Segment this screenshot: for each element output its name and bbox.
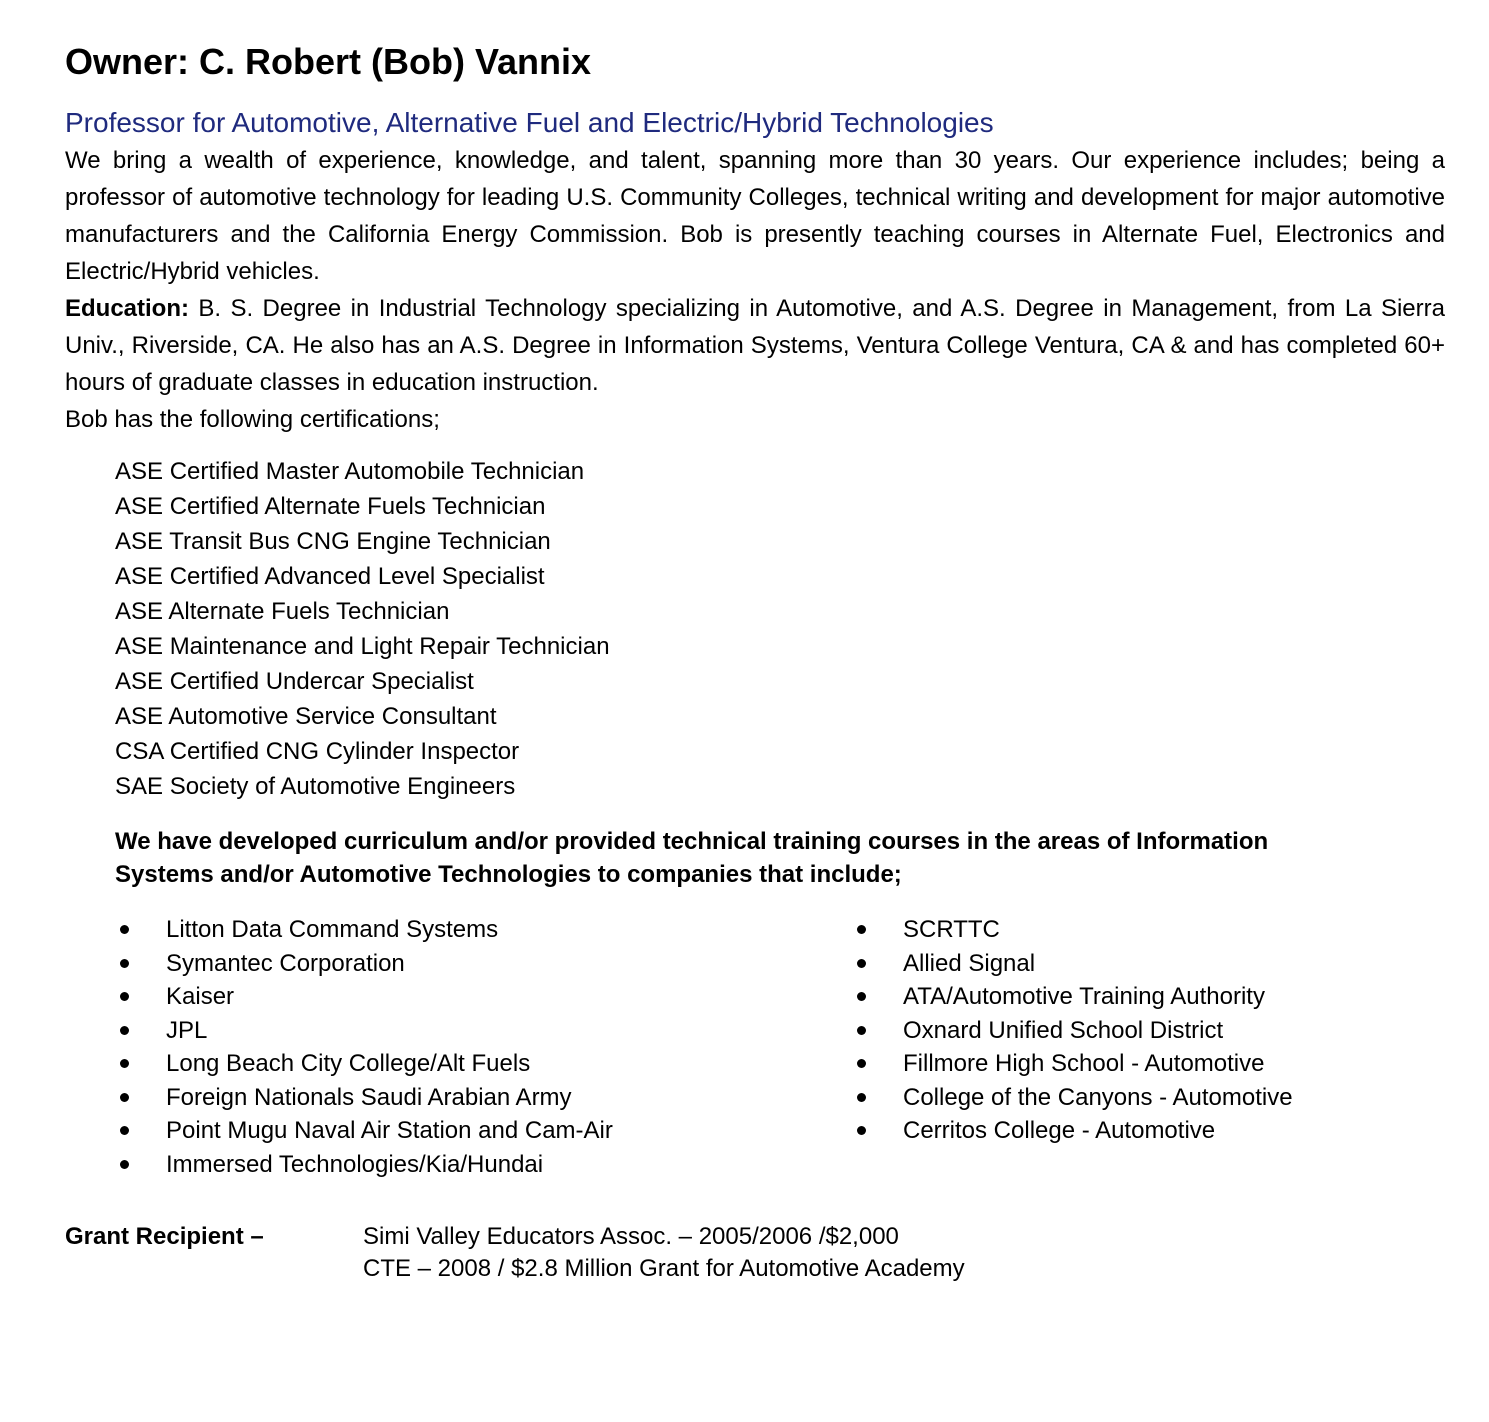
company-item — [120, 1014, 857, 1048]
bullet-icon — [120, 959, 129, 968]
certification-item: ASE Certified Master Automobile Technician — [115, 458, 585, 485]
companies-columns — [120, 913, 1445, 1181]
company-label: Oxnard Unified School District — [903, 1016, 1224, 1044]
company-item — [857, 913, 1445, 947]
company-item — [120, 1081, 857, 1115]
certification-item: SAE Society of Automotive Engineers — [115, 773, 516, 800]
company-item — [857, 1014, 1445, 1048]
intro-paragraph: We bring a wealth of experience, knowledge, and talent, spanning more than 30 years. Our experience includes; being a professor of automotive technology for leading U.S. Community Colleges, technical writing and development for major automotive manufacturers and the California Energy Commission. Bob is presently teaching courses in Alternate Fuel, Electronics and Electric/Hybrid vehicles. — [65, 147, 1445, 285]
grant-details — [363, 1221, 965, 1285]
company-label: Litton Data Command Systems — [166, 916, 499, 943]
company-item — [120, 1148, 857, 1182]
curriculum-statement: We have developed curriculum and/or provided technical training courses in the areas of Information Systems and/or Automotive Technologies to companies that include; — [115, 828, 1269, 888]
company-item — [857, 980, 1445, 1014]
certification-item: ASE Maintenance and Light Repair Technician — [115, 633, 610, 660]
company-label: College of the Canyons - Automotive — [903, 1083, 1293, 1111]
company-item — [120, 1047, 857, 1081]
company-label: Point Mugu Naval Air Station and Cam-Air — [166, 1117, 613, 1144]
education-paragraph — [65, 290, 1445, 401]
certification-item: ASE Certified Alternate Fuels Technician — [115, 493, 546, 520]
bullet-icon — [857, 925, 866, 934]
certification-item: ASE Automotive Service Consultant — [115, 703, 497, 730]
company-label: Immersed Technologies/Kia/Hundai — [166, 1150, 544, 1178]
company-item — [120, 1114, 857, 1148]
bullet-icon — [120, 992, 129, 1001]
bullet-icon — [857, 992, 866, 1001]
bullet-icon — [857, 1059, 866, 1068]
grant-line: CTE – 2008 / $2.8 Million Grant for Automotive Academy — [363, 1255, 965, 1282]
bullet-icon — [120, 1093, 129, 1102]
bullet-icon — [857, 1093, 866, 1102]
company-item — [120, 947, 857, 981]
companies-list-right — [857, 913, 1445, 1181]
grant-label: Grant Recipient – — [65, 1223, 264, 1250]
companies-list-left — [120, 913, 857, 1181]
education-label: Education: — [65, 295, 189, 322]
bullet-icon — [120, 925, 129, 934]
company-label: Kaiser — [166, 983, 235, 1010]
company-label: SCRTTC — [903, 916, 1000, 943]
certification-item: ASE Transit Bus CNG Engine Technician — [115, 528, 551, 555]
page-title: Owner: C. Robert (Bob) Vannix — [65, 41, 592, 82]
company-label: ATA/Automotive Training Authority — [903, 983, 1265, 1010]
bullet-icon — [120, 1026, 129, 1035]
company-item — [857, 1114, 1445, 1148]
education-text: B. S. Degree in Industrial Technology specializing in Automotive, and A.S. Degree in Management, from La Sierra Univ., Riverside, CA. He also has an A.S. Degree in Information Systems, Ventura College Ventura, CA & and has completed 60+ hours of graduate classes in education instruction. — [65, 295, 1445, 396]
company-label: Foreign Nationals Saudi Arabian Army — [166, 1083, 572, 1111]
company-item — [857, 947, 1445, 981]
grant-line: Simi Valley Educators Assoc. – 2005/2006 /$2,000 — [363, 1223, 899, 1250]
certification-item: ASE Certified Undercar Specialist — [115, 668, 474, 695]
certifications-intro: Bob has the following certifications; — [65, 406, 440, 433]
bullet-icon — [120, 1160, 129, 1169]
certifications-list — [65, 454, 1445, 804]
page-subtitle: Professor for Automotive, Alternative Fuel and Electric/Hybrid Technologies — [65, 107, 994, 138]
bullet-icon — [120, 1126, 129, 1135]
grant-section — [65, 1221, 1445, 1285]
company-item — [120, 913, 857, 947]
certification-item: ASE Certified Advanced Level Specialist — [115, 563, 545, 590]
company-label: Fillmore High School - Automotive — [903, 1050, 1265, 1077]
company-label: Long Beach City College/Alt Fuels — [166, 1050, 531, 1077]
bullet-icon — [120, 1059, 129, 1068]
company-label: JPL — [166, 1016, 208, 1044]
company-item — [857, 1081, 1445, 1115]
certification-item: ASE Alternate Fuels Technician — [115, 598, 450, 625]
bullet-icon — [857, 1126, 866, 1135]
certification-item: CSA Certified CNG Cylinder Inspector — [115, 738, 520, 765]
company-label: Symantec Corporation — [166, 949, 405, 977]
company-label: Allied Signal — [903, 949, 1036, 977]
bullet-icon — [857, 1026, 866, 1035]
company-label: Cerritos College - Automotive — [903, 1117, 1216, 1144]
bullet-icon — [857, 959, 866, 968]
company-item — [120, 980, 857, 1014]
company-item — [857, 1047, 1445, 1081]
